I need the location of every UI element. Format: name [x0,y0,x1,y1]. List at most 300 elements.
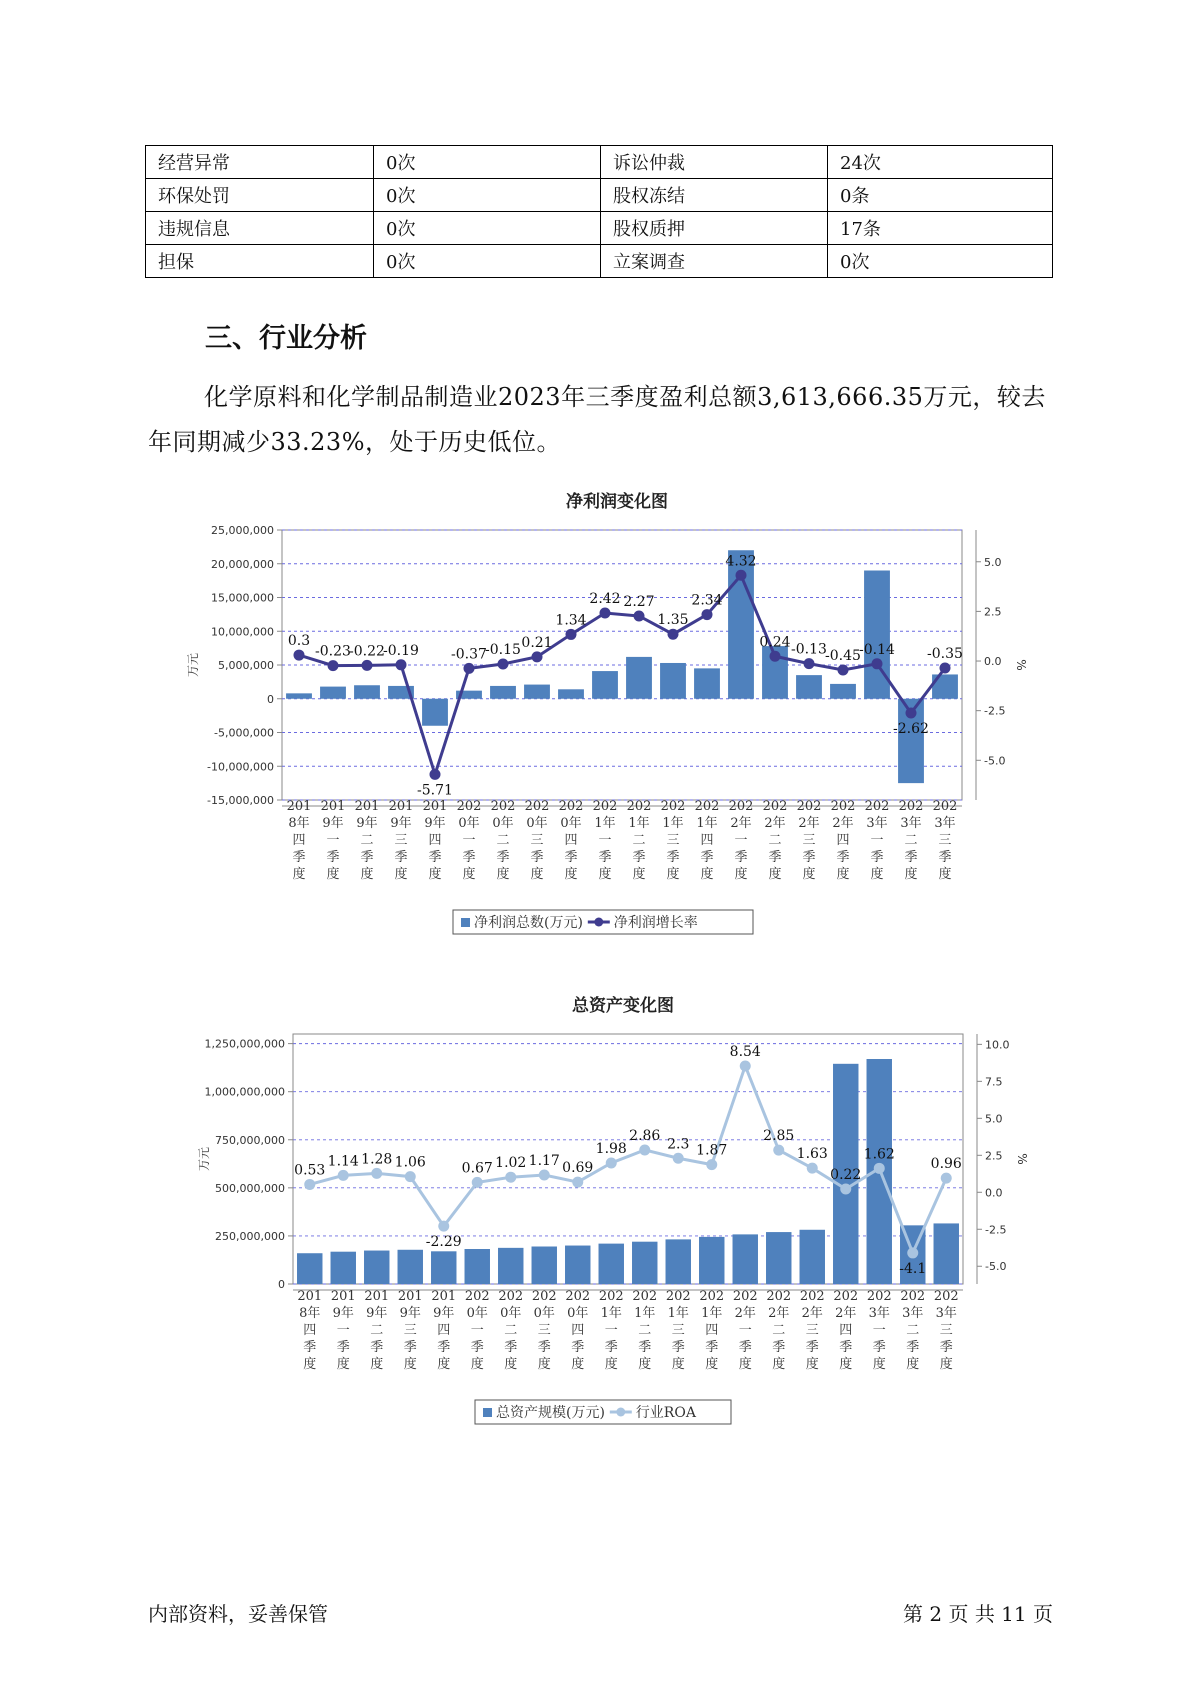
data-label: -4.1 [899,1260,927,1277]
x-tick-label: 二 [772,1323,786,1338]
y-tick-label: 250,000,000 [215,1229,285,1243]
table-cell: 股权质押 [601,212,828,245]
bar [565,1246,590,1284]
line-point [906,708,917,719]
table-row [146,245,1053,278]
line-point [532,651,543,662]
x-tick-label: 8年 [299,1306,321,1321]
x-tick-label: 季 [738,1340,752,1355]
x-tick-label: 度 [496,867,510,882]
x-tick-label: 季 [705,1340,719,1355]
y2-axis-label: % [1015,1153,1029,1165]
table-cell: 担保 [146,245,374,278]
x-tick-label: 二 [768,833,782,848]
x-tick-label: 201 [388,799,414,814]
x-tick-label: 季 [292,850,306,865]
bar [498,1248,523,1284]
x-tick-label: 三 [530,833,544,848]
x-tick-label: 2年 [764,816,786,831]
x-tick-label: 8年 [288,816,310,831]
bar [800,1230,825,1284]
y2-tick-label: 0.0 [985,1186,1003,1200]
data-label: 0.67 [461,1160,493,1177]
x-tick-label: 度 [428,867,442,882]
y-tick-label: -10,000,000 [207,760,274,774]
data-label: 1.06 [394,1154,426,1171]
bar [592,671,618,699]
x-tick-label: 202 [464,1289,490,1304]
line-point [639,1144,650,1155]
table-cell: 违规信息 [146,212,374,245]
x-tick-label: 四 [700,833,714,848]
line-point [304,1179,315,1190]
line-point [362,660,373,671]
y-tick-label: 1,250,000,000 [204,1037,285,1051]
x-tick-label: 202 [531,1289,557,1304]
y-tick-label: 20,000,000 [211,557,274,571]
x-tick-label: 度 [336,1357,350,1372]
line-point [804,658,815,669]
x-tick-label: 1年 [662,816,684,831]
bar [398,1250,423,1284]
x-tick-label: 202 [728,799,754,814]
data-label: 1.35 [657,612,689,629]
legend-line-marker [594,918,603,927]
x-tick-label: 季 [836,850,850,865]
x-tick-label: 202 [456,799,482,814]
bar [354,685,380,699]
data-label: -0.13 [791,641,827,658]
x-tick-label: 度 [360,867,374,882]
x-tick-label: 季 [802,850,816,865]
bar [331,1252,356,1284]
x-tick-label: 9年 [424,816,446,831]
y2-tick-label: 10.0 [985,1038,1010,1052]
x-tick-label: 一 [870,833,884,848]
section-title: 三、行业分析 [205,323,367,354]
x-tick-label: 202 [660,799,686,814]
x-tick-label: 0年 [500,1306,522,1321]
y-tick-label: 15,000,000 [211,591,274,605]
data-label: 2.34 [691,592,723,609]
data-label: 8.54 [729,1043,761,1060]
bar [532,1247,557,1285]
y2-tick-label: -5.0 [985,1260,1007,1274]
line-point [740,1060,751,1071]
line-point [872,658,883,669]
data-label: -5.71 [417,782,453,799]
line-point [498,659,509,670]
x-tick-label: 季 [530,850,544,865]
x-tick-label: 3年 [868,1306,890,1321]
x-tick-label: 二 [906,1323,920,1338]
data-label: 0.21 [521,634,553,651]
data-label: 1.02 [495,1155,527,1172]
total-assets-chart-svg [0,990,1191,1440]
line-point [405,1171,416,1182]
x-tick-label: 四 [292,833,306,848]
line-point [706,1159,717,1170]
x-tick-label: 二 [638,1323,652,1338]
x-tick-label: 一 [598,833,612,848]
x-tick-label: 度 [772,1357,786,1372]
table-row [146,212,1053,245]
y-tick-label: 750,000,000 [215,1133,285,1147]
x-tick-label: 季 [303,1340,317,1355]
x-tick-label: 季 [571,1340,585,1355]
table-cell: 0次 [374,146,601,179]
x-tick-label: 202 [565,1289,591,1304]
net-profit-chart [0,490,1191,940]
x-tick-label: 季 [564,850,578,865]
line-point [371,1168,382,1179]
x-tick-label: 度 [604,1357,618,1372]
y2-tick-label: 5.0 [985,1112,1003,1126]
x-tick-label: 季 [598,850,612,865]
data-label: 4.32 [725,553,757,570]
x-tick-label: 季 [537,1340,551,1355]
bar [666,1239,691,1284]
bar [558,689,584,698]
x-tick-label: 201 [286,799,312,814]
line-point [807,1163,818,1174]
x-tick-label: 一 [738,1323,752,1338]
x-tick-label: 季 [632,850,646,865]
x-tick-label: 度 [394,867,408,882]
table-row [146,179,1053,212]
data-label: 0.3 [287,633,311,650]
bar [431,1251,456,1284]
x-tick-label: 三 [671,1323,685,1338]
x-tick-label: 202 [665,1289,691,1304]
line-point [505,1172,516,1183]
line-point [539,1169,550,1180]
x-tick-label: 度 [836,867,850,882]
data-label: -0.15 [485,642,521,659]
x-tick-label: 季 [470,1340,484,1355]
y-tick-label: 5,000,000 [218,659,274,672]
line-point [472,1177,483,1188]
footer-page-number: 第 2 页 共 11 页 [903,1602,1053,1626]
x-tick-label: 季 [666,850,680,865]
table-cell: 立案调查 [601,245,828,278]
x-tick-label: 三 [403,1323,417,1338]
x-tick-label: 0年 [567,1306,589,1321]
x-tick-label: 202 [762,799,788,814]
legend-label: 行业ROA [635,1405,696,1421]
data-label: -0.23 [315,643,351,660]
data-label: 1.62 [863,1146,895,1163]
y-tick-label: 1,000,000,000 [204,1085,285,1099]
data-label: 2.27 [623,593,655,610]
x-tick-label: 2年 [768,1306,790,1321]
x-tick-label: 201 [330,1289,356,1304]
x-tick-label: 度 [292,867,306,882]
x-tick-label: 3年 [935,1306,957,1321]
x-tick-label: 二 [904,833,918,848]
data-label: 2.85 [763,1128,795,1145]
x-tick-label: 度 [734,867,748,882]
x-tick-label: 四 [437,1323,451,1338]
y-tick-label: -15,000,000 [207,794,274,807]
y2-tick-label: 2.5 [985,1149,1003,1163]
x-tick-label: 0年 [466,1306,488,1321]
x-tick-label: 202 [694,799,720,814]
x-tick-label: 一 [336,1323,350,1338]
net-profit-chart-svg [0,490,1191,940]
line-point [673,1153,684,1164]
x-tick-label: 度 [403,1357,417,1372]
table-cell: 17条 [828,212,1053,245]
x-tick-label: 季 [604,1340,618,1355]
x-tick-label: 202 [732,1289,758,1304]
x-tick-label: 度 [666,867,680,882]
x-tick-label: 一 [326,833,340,848]
x-tick-label: 季 [805,1340,819,1355]
line-point [874,1163,885,1174]
x-tick-label: 季 [326,850,340,865]
chart-title: 净利润变化图 [566,492,668,512]
x-tick-label: 三 [666,833,680,848]
x-tick-label: 201 [431,1289,457,1304]
x-tick-label: 度 [326,867,340,882]
x-tick-label: 三 [805,1323,819,1338]
x-tick-label: 度 [939,1357,953,1372]
x-tick-label: 度 [462,867,476,882]
table-cell: 0次 [828,245,1053,278]
x-tick-label: 9年 [390,816,412,831]
line-point [600,607,611,618]
x-tick-label: 0年 [560,816,582,831]
x-tick-label: 1年 [634,1306,656,1321]
data-label: -0.14 [859,641,895,658]
legend-bar-swatch [483,1408,492,1417]
x-tick-label: 202 [598,1289,624,1304]
x-tick-label: 季 [403,1340,417,1355]
line-point [294,650,305,661]
x-tick-label: 季 [938,850,952,865]
x-tick-label: 1年 [696,816,718,831]
legend-bar-swatch [461,918,470,927]
x-tick-label: 度 [504,1357,518,1372]
x-tick-label: 季 [336,1340,350,1355]
y-tick-label: 500,000,000 [215,1181,285,1195]
x-tick-label: 度 [530,867,544,882]
total-assets-chart [0,990,1191,1440]
x-tick-label: 季 [906,1340,920,1355]
x-tick-label: 201 [364,1289,390,1304]
bar [286,693,312,698]
y-tick-label: 25,000,000 [211,524,274,537]
x-tick-label: 四 [571,1323,585,1338]
x-tick-label: 四 [705,1323,719,1338]
x-tick-label: 四 [303,1323,317,1338]
x-tick-label: 季 [437,1340,451,1355]
x-tick-label: 季 [734,850,748,865]
x-tick-label: 季 [939,1340,953,1355]
line-point [338,1170,349,1181]
y-tick-label: 0 [278,1278,285,1291]
x-tick-label: 1年 [600,1306,622,1321]
bar [297,1253,322,1284]
data-label: 1.34 [555,612,587,629]
x-tick-label: 202 [699,1289,725,1304]
x-tick-label: 度 [768,867,782,882]
x-tick-label: 202 [558,799,584,814]
x-tick-label: 度 [872,1357,886,1372]
x-tick-label: 202 [830,799,856,814]
line-point [840,1184,851,1195]
x-tick-label: 2年 [798,816,820,831]
x-tick-label: 二 [360,833,374,848]
x-tick-label: 1年 [701,1306,723,1321]
table-cell: 0次 [374,212,601,245]
x-tick-label: 季 [872,1340,886,1355]
x-tick-label: 度 [705,1357,719,1372]
x-tick-label: 一 [604,1323,618,1338]
line-point [464,663,475,674]
data-label: 2.42 [589,590,621,607]
x-tick-label: 202 [592,799,618,814]
x-tick-label: 3年 [934,816,956,831]
x-tick-label: 三 [939,1323,953,1338]
line-point [396,659,407,670]
x-tick-label: 9年 [356,816,378,831]
line-point [328,660,339,671]
x-tick-label: 0年 [533,1306,555,1321]
bar [830,684,856,699]
x-tick-label: 季 [768,850,782,865]
x-tick-label: 三 [802,833,816,848]
y2-axis-label: % [1014,659,1028,671]
x-tick-label: 三 [938,833,952,848]
y2-tick-label: 0.0 [984,655,1002,669]
x-tick-label: 季 [462,850,476,865]
table-cell: 环保处罚 [146,179,374,212]
data-label: 0.24 [759,634,791,651]
x-tick-label: 0年 [526,816,548,831]
x-tick-label: 1年 [628,816,650,831]
x-tick-label: 一 [872,1323,886,1338]
x-tick-label: 度 [571,1357,585,1372]
x-tick-label: 9年 [433,1306,455,1321]
bar [694,668,720,698]
x-tick-label: 2年 [835,1306,857,1321]
line-point [702,609,713,620]
footer-confidential-note: 内部资料，妥善保管 [148,1602,328,1626]
data-label: 2.3 [667,1136,690,1153]
data-label: 1.14 [327,1153,359,1170]
legend-label: 总资产规模(万元) [496,1405,605,1421]
chart-title: 总资产变化图 [572,996,674,1016]
x-tick-label: 度 [638,1357,652,1372]
x-tick-label: 9年 [332,1306,354,1321]
x-tick-label: 0年 [458,816,480,831]
x-tick-label: 季 [394,850,408,865]
x-tick-label: 2年 [801,1306,823,1321]
x-tick-label: 一 [462,833,476,848]
x-tick-label: 二 [632,833,646,848]
x-tick-label: 度 [632,867,646,882]
x-tick-label: 度 [805,1357,819,1372]
x-tick-label: 202 [766,1289,792,1304]
y2-tick-label: -2.5 [985,1223,1007,1237]
x-tick-label: 202 [490,799,516,814]
bar [422,699,448,726]
x-tick-label: 三 [537,1323,551,1338]
table-row [146,146,1053,179]
bar [934,1223,959,1284]
x-tick-label: 度 [870,867,884,882]
x-tick-label: 度 [839,1357,853,1372]
x-tick-label: 度 [904,867,918,882]
x-tick-label: 201 [354,799,380,814]
x-tick-label: 季 [839,1340,853,1355]
line-point [606,1157,617,1168]
x-tick-label: 季 [671,1340,685,1355]
line-point [668,629,679,640]
y-axis-label: 万元 [186,652,200,678]
x-tick-label: 四 [564,833,578,848]
data-label: -2.62 [893,721,929,738]
x-tick-label: 度 [537,1357,551,1372]
x-tick-label: 202 [796,799,822,814]
x-tick-label: 季 [504,1340,518,1355]
x-tick-label: 201 [422,799,448,814]
x-tick-label: 度 [437,1357,451,1372]
x-tick-label: 度 [802,867,816,882]
x-tick-label: 3年 [902,1306,924,1321]
x-tick-label: 四 [836,833,850,848]
x-tick-label: 季 [772,1340,786,1355]
x-tick-label: 202 [866,1289,892,1304]
bar [796,675,822,699]
x-tick-label: 度 [470,1357,484,1372]
x-tick-label: 3年 [900,816,922,831]
x-tick-label: 1年 [667,1306,689,1321]
x-tick-label: 202 [933,1289,959,1304]
bar [364,1251,389,1284]
x-tick-label: 二 [504,1323,518,1338]
data-label: 0.69 [562,1160,594,1177]
data-label: 0.96 [930,1156,962,1173]
x-tick-label: 202 [932,799,958,814]
bar [660,663,686,699]
y-tick-label: 10,000,000 [211,625,274,639]
x-tick-label: 度 [738,1357,752,1372]
x-tick-label: 201 [297,1289,323,1304]
x-tick-label: 季 [700,850,714,865]
bar [699,1237,724,1284]
y2-tick-label: 5.0 [984,555,1002,569]
data-label: 1.98 [595,1140,627,1157]
bar [632,1242,657,1284]
x-tick-label: 季 [638,1340,652,1355]
table-cell: 诉讼仲裁 [601,146,828,179]
x-tick-label: 202 [524,799,550,814]
x-tick-label: 9年 [399,1306,421,1321]
legend-label: 净利润总数(万元) [474,915,583,931]
data-label: 0.53 [294,1162,326,1179]
x-tick-label: 202 [626,799,652,814]
x-tick-label: 度 [938,867,952,882]
data-label: -0.37 [451,646,487,663]
line-point [773,1145,784,1156]
x-tick-label: 202 [498,1289,524,1304]
bar [490,686,516,699]
x-tick-label: 季 [370,1340,384,1355]
x-tick-label: 202 [833,1289,859,1304]
